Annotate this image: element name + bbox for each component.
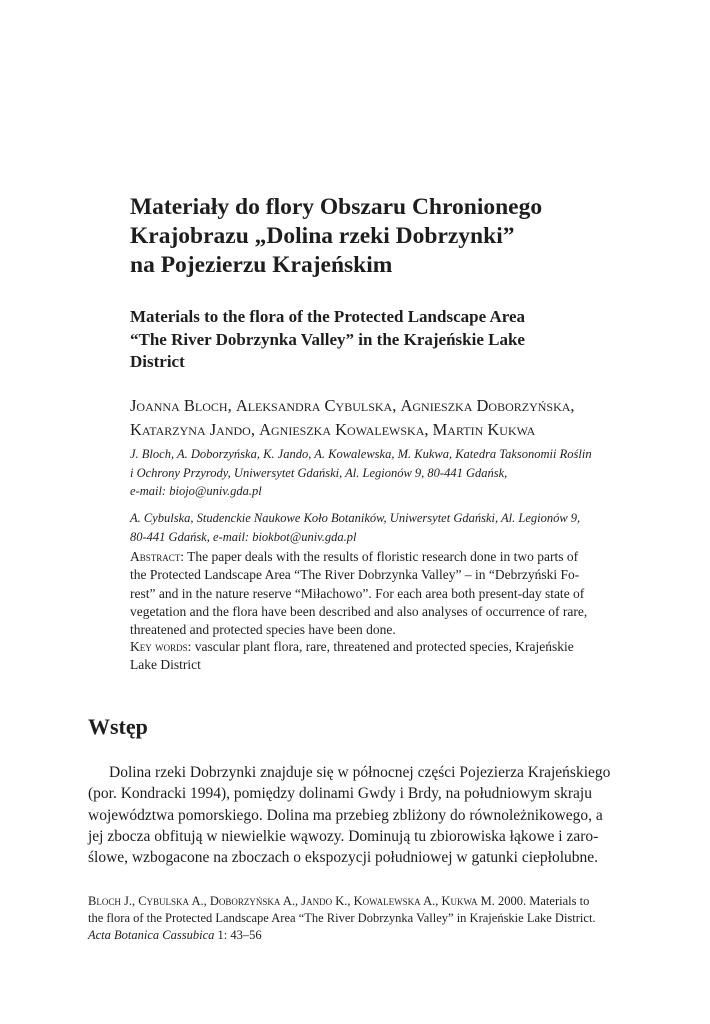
abstract-line: rest” and in the nature reserve “Miłachowo”. For each area both present-day state of xyxy=(130,585,585,601)
body-line: jej zbocza obfitują w niewielkie wąwozy. Dominują tu zbiorowiska łąkowe i zaro- xyxy=(88,827,599,845)
author-name: Agnieszka Kowalewska xyxy=(259,420,425,439)
citation-text: Materials to xyxy=(526,894,590,908)
citation xyxy=(88,893,628,945)
body-line: województwa pomorskiego. Dolina ma przebieg zbliżony do równoleżnikowego, a xyxy=(88,806,603,824)
keywords-line xyxy=(130,638,625,656)
citation-line xyxy=(88,893,628,910)
title-line: Krajobrazu „Dolina rzeki Dobrzynki” xyxy=(130,223,515,249)
paper-title xyxy=(130,193,650,280)
paper-subtitle xyxy=(130,306,630,374)
author-name: Agnieszka Doborzyńska xyxy=(400,396,571,415)
affiliation-line: A. Cybulska, Studenckie Naukowe Koło Botaników, Uniwersytet Gdański, Al. Legionów 9, xyxy=(130,511,581,525)
affiliation-line: 80-441 Gdańsk, e-mail: biokbot@univ.gda.pl xyxy=(130,529,357,544)
citation-line xyxy=(88,927,628,944)
author-name: Aleksandra Cybulska xyxy=(235,396,393,415)
keywords-text: vascular plant flora, rare, threatened and protected species, Krajeńskie xyxy=(191,639,574,654)
abstract xyxy=(130,548,625,639)
abstract-text: The paper deals with the results of floristic research done in two parts of xyxy=(184,549,579,564)
body-text xyxy=(88,762,626,868)
body-line: Dolina rzeki Dobrzynki znajduje się w północnej części Pojezierza Krajeńskiego xyxy=(109,764,611,781)
keywords xyxy=(130,638,625,675)
author-line: Katarzyna Jando, Agnieszka Kowalewska, Martin Kukwa xyxy=(130,420,536,439)
affiliation-1 xyxy=(130,445,630,501)
author-line: Joanna Bloch, Aleksandra Cybulska, Agnieszka Doborzyńska, xyxy=(130,396,575,415)
subtitle-line: District xyxy=(130,352,185,371)
affiliation-line: e-mail: biojo@univ.gda.pl xyxy=(130,484,262,498)
author-name: Martin Kukwa xyxy=(432,420,536,439)
keywords-label: Key words: xyxy=(130,639,192,654)
author-list xyxy=(130,394,650,442)
citation-line: the flora of the Protected Landscape Area “The River Dobrzynka Valley” in Krajeńskie Lake District. xyxy=(88,911,596,926)
affiliation-line: J. Bloch, A. Doborzyńska, K. Jando, A. Kowalewska, M. Kukwa, Katedra Taksonomii Roślin xyxy=(130,447,592,461)
body-line: ślowe, wzbogacone na zboczach o ekspozycji południowej w gatunki ciepłolubne. xyxy=(88,849,599,867)
author-name: Joanna Bloch xyxy=(130,396,228,415)
abstract-line xyxy=(130,548,625,566)
affiliation-2 xyxy=(130,509,630,546)
author-name: Katarzyna Jando xyxy=(130,420,251,439)
abstract-line: vegetation and the flora have been described and also analyses of occurrence of rare, xyxy=(130,603,588,619)
keywords-line: Lake District xyxy=(130,657,201,673)
citation-authors: Bloch J., Cybulska A., Doborzyńska A., Jando K., Kowalewska A., Kukwa M. 2000. xyxy=(88,894,527,908)
abstract-line: threatened and protected species have been done. xyxy=(130,622,396,638)
subtitle-line: “The River Dobrzynka Valley” in the Krajeńskie Lake xyxy=(130,329,525,349)
section-heading: Wstęp xyxy=(88,714,148,739)
abstract-label: Abstract: xyxy=(130,549,185,564)
body-line: (por. Kondracki 1994), pomiędzy dolinami Gwdy i Brdy, na południowym skraju xyxy=(88,785,592,803)
title-line: Materiały do flory Obszaru Chronionego xyxy=(130,194,543,220)
abstract-line: the Protected Landscape Area “The River Dobrzynka Valley” – in “Debrzyński Fo- xyxy=(130,567,580,583)
citation-journal: Acta Botanica Cassubica xyxy=(88,928,215,943)
title-line: na Pojezierzu Krajeńskim xyxy=(130,252,393,278)
affiliation-line: i Ochrony Przyrody, Uniwersytet Gdański, Al. Legionów 9, 80-441 Gdańsk, xyxy=(130,465,508,480)
subtitle-line: Materials to the flora of the Protected Landscape Area xyxy=(130,307,526,326)
citation-pages: 1: 43–56 xyxy=(214,928,262,943)
